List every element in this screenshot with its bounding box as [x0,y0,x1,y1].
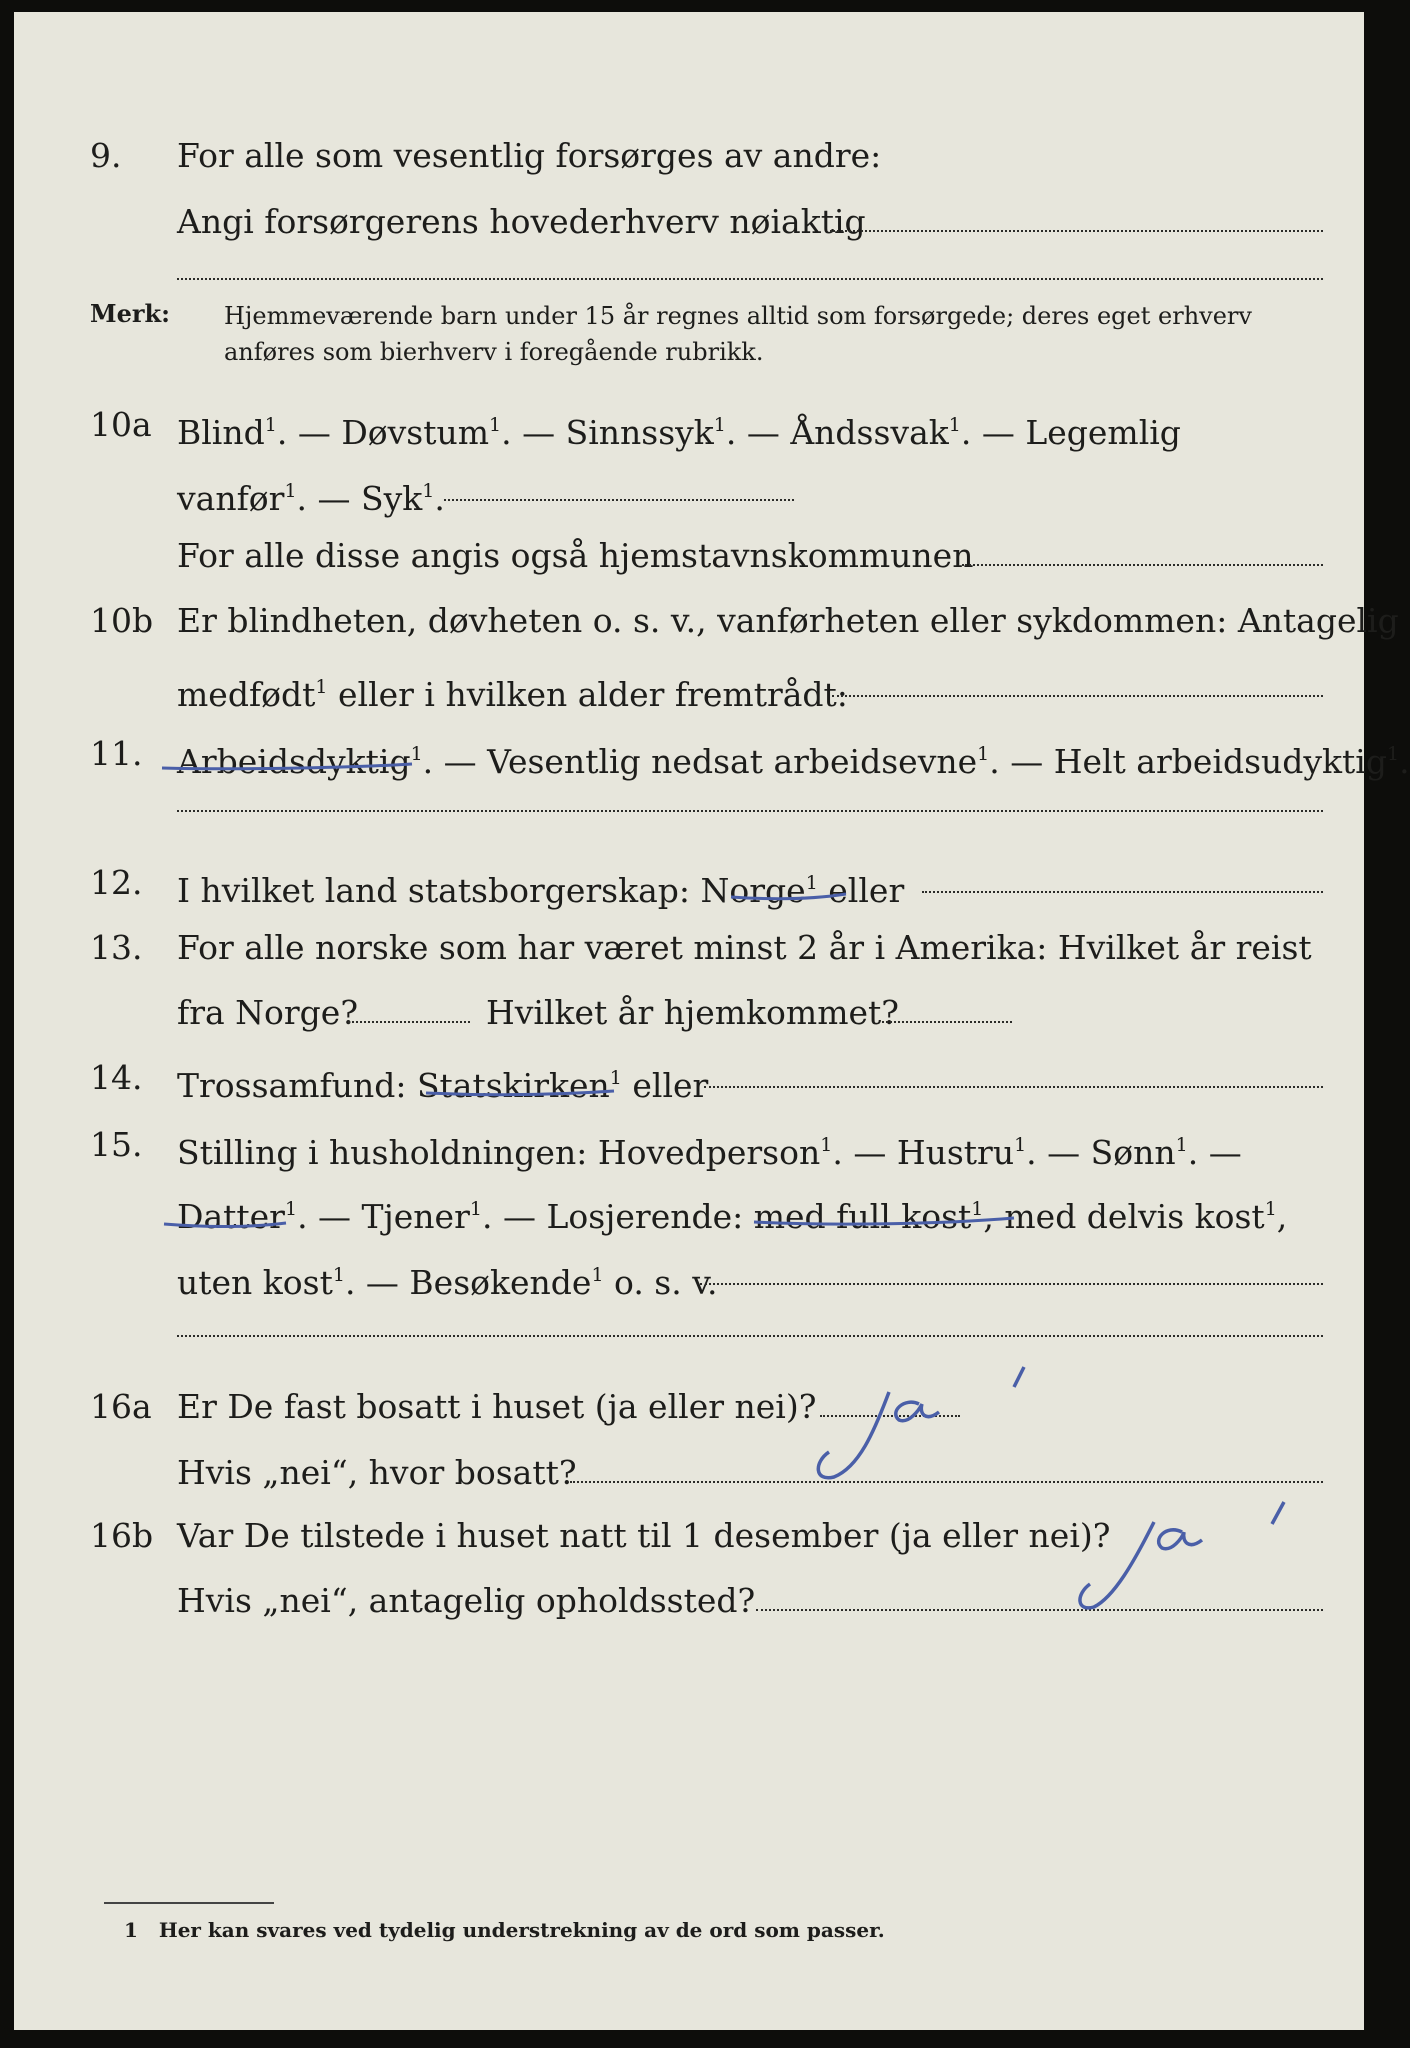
underline-norge [731,894,846,899]
question-text: Blind$^1$. — Døvstum$^1$. — Sinnssyk$^1$. — Åndssvak$^1$. — Legemlig [177,413,1181,452]
question-text: Arbeidsdyktig$^1$. — Vesentlig nedsat arbeidsevne$^1$. — Helt arbeidsudyktig$^1$. [177,742,1410,781]
question-number: 15. [90,1125,143,1164]
question-text: Trossamfund: Statskirken$^1$ eller [177,1066,709,1105]
question-text: For alle som vesentlig forsørges av andre: [177,136,882,175]
question-text: For alle norske som har været minst 2 år i Amerika: Hvilket år reist [177,928,1312,967]
underline-med-full-kost [754,1218,1014,1224]
answer-16a-handwriting [818,1367,1024,1478]
question-number: 16a [90,1387,152,1426]
question-number: 10b [90,601,154,640]
handwriting-layer [14,12,1364,2030]
question-text: Er De fast bosatt i huset (ja eller nei)? [177,1387,817,1426]
question-text: fra Norge? [177,993,359,1032]
question-number: 14. [90,1058,143,1097]
question-text: Datter$^1$. — Tjener$^1$. — Losjerende: med full kost$^1$, med delvis kost$^1$, [177,1197,1288,1236]
question-text: Hvis „nei“, antagelig opholdssted? [177,1581,756,1620]
question-number: 9. [90,136,122,175]
footnote [124,1918,885,1942]
question-text: Stilling i husholdningen: Hovedperson$^1$. — Hustru$^1$. — Sønn$^1$. — [177,1133,1242,1172]
note-label: Merk: [90,299,170,328]
question-text: vanfør$^1$. — Syk$^1$. [177,479,445,518]
question-number: 10a [90,405,152,444]
question-number: 13. [90,928,143,967]
question-text: uten kost$^1$. — Besøkende$^1$ o. s. v. [177,1263,718,1302]
note-text: Hjemmeværende barn under 15 år regnes alltid som forsørgede; deres eget erhverv anføres som bierhverv i foregående rubrikk. [224,302,1252,366]
question-text: Hvilket år hjemkommet? [486,993,899,1032]
footnote-mark: 1 [124,1918,138,1942]
underline-datter [164,1223,286,1227]
question-text: I hvilket land statsborgerskap: Norge$^1$ eller [177,871,905,910]
question-text: Angi forsørgerens hovederhverv nøiaktig [177,202,866,241]
question-text: Var De tilstede i huset natt til 1 desember (ja eller nei)? [177,1516,1111,1555]
underline-statskirken [426,1091,614,1095]
question-number: 12. [90,863,143,902]
question-text: medfødt$^1$ eller i hvilken alder fremtrådt: [177,675,848,714]
question-text: For alle disse angis også hjemstavnskommunen [177,536,974,575]
question-number: 11. [90,734,143,773]
question-text: Er blindheten, døvheten o. s. v., vanførheten eller sykdommen: Antagelig [177,601,1399,640]
answer-16b-handwriting [1080,1502,1284,1608]
question-text: Hvis „nei“, hvor bosatt? [177,1453,577,1492]
census-form-page [14,12,1410,2030]
footnote-rule [104,1902,274,1904]
footnote-text: Her kan svares ved tydelig understrekning av de ord som passer. [158,1918,885,1942]
question-number: 16b [90,1516,154,1555]
underline-arbeidsdyktig [162,764,412,769]
